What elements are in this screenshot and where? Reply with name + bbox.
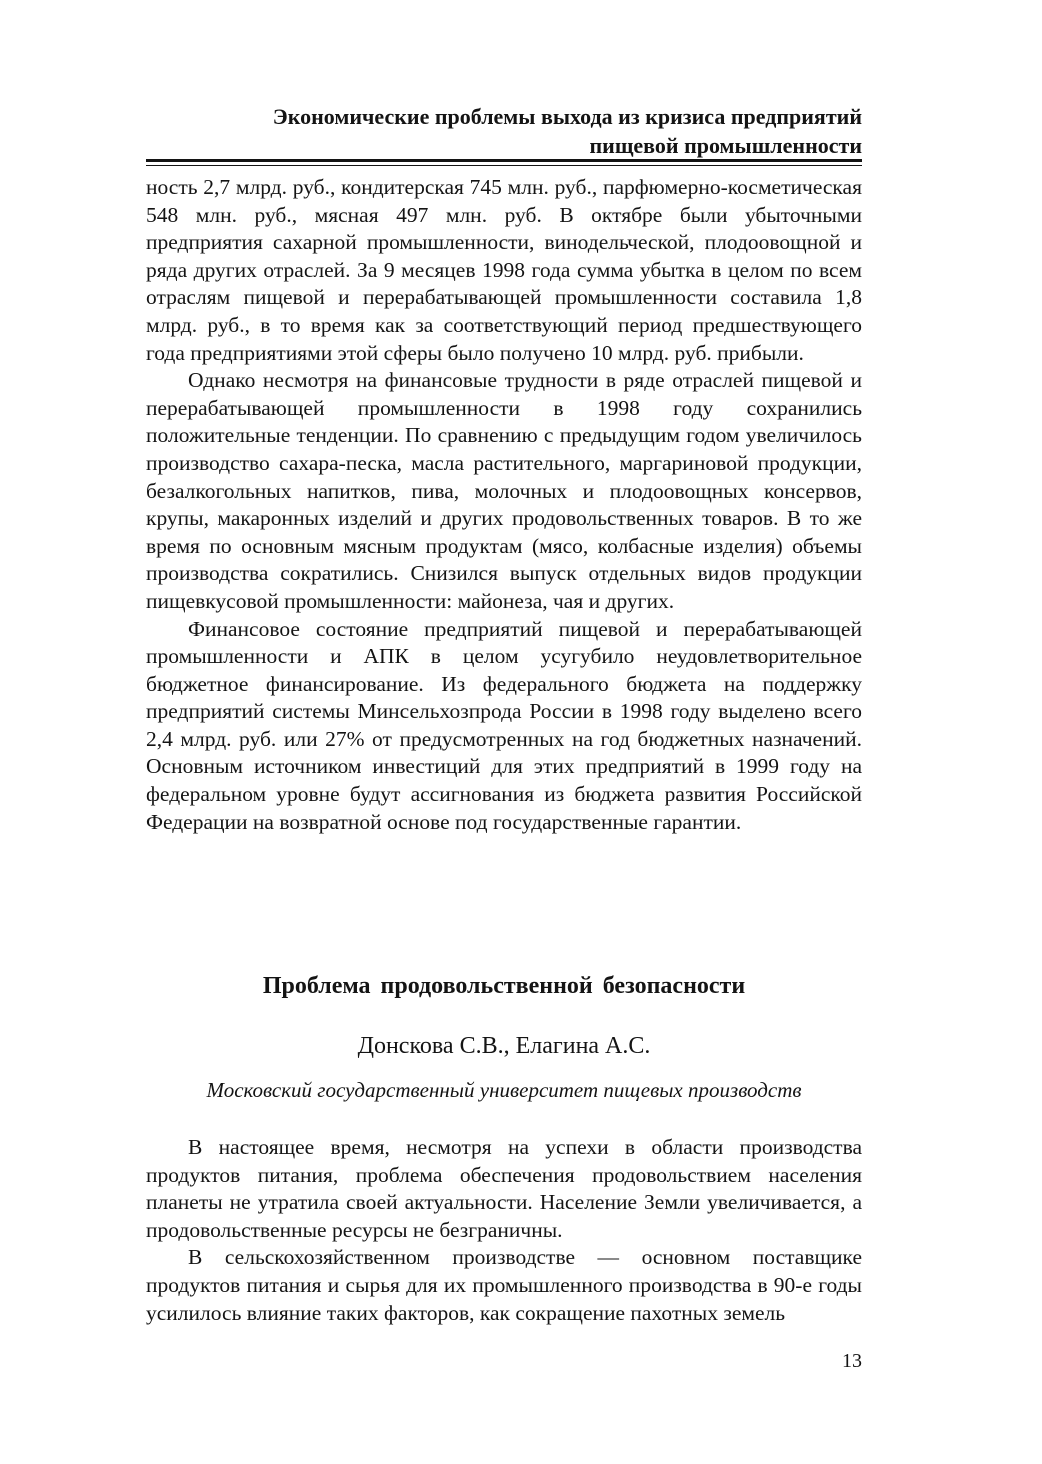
paragraph: Финансовое состояние предприятий пищевой и перерабатывающей промышленности и АПК в целом усугубило неудовлетворительное бюджетное финансирование. Из федерального бюджета на поддержку предприятий системы Минсельхозпрода России в 1998 году выделено всего 2,4 млрд. руб. или 27% от предусмотренных на год бюджетных назначений. Основным источником инвестиций для этих предприятий в 1999 году на федеральном уровне будут ассигнования из бюджета развития Российской Федерации на возвратной основе под государственные гарантии. xyxy=(146,616,862,834)
paragraph: В сельскохозяйственном производстве — основном поставщике продуктов питания и сырья для их промышленного производства в 90-е годы усилилось влияние таких факторов, как сокращение пахотных земель xyxy=(146,1245,862,1325)
continued-text xyxy=(146,174,862,836)
paragraph-continuation: ность 2,7 млрд. руб., кондитерская 745 млн. руб., парфюмерно-косметическая 548 млн. руб., мясная 497 млн. руб. В октябре были убыточными предприятия сахарной промышленности, винодельческой, плодоовощной и ряда других отраслей. За 9 месяцев 1998 года сумма убытка в целом по всем отраслям пищевой и перерабатывающей промышленности составила 1,8 млрд. руб., в то время как за соответствующий период предшествующего года предприятиями этой сферы было получено 10 млрд. руб. прибыли. xyxy=(146,175,862,365)
running-header-line-2: пищевой промышленности xyxy=(589,133,862,158)
article-affiliation: Московский государственный университет пищевых производств xyxy=(206,1078,802,1102)
running-header-line-1: Экономические проблемы выхода из кризиса предприятий xyxy=(272,104,862,129)
article-body xyxy=(146,1134,862,1327)
running-header xyxy=(146,102,862,160)
article-title: Проблема продовольственной безопасности xyxy=(262,973,746,999)
page-number: 13 xyxy=(842,1350,862,1372)
paragraph: В настоящее время, несмотря на успехи в области производства продуктов питания, проблема обеспечения продовольствием населения планеты не утратила своей актуальности. Население Земли увеличивается, а продовольственные ресурсы не безграничны. xyxy=(146,1135,862,1242)
article-authors: Донскова С.В., Елагина А.С. xyxy=(357,1033,651,1059)
paragraph: Однако несмотря на финансовые трудности в ряде отраслей пищевой и перерабатывающей промышленности в 1998 году сохранились положительные тенденции. По сравнению с предыдущим годом увеличилось производство сахара-песка, масла растительного, маргариновой продукции, безалкогольных напитков, пива, молочных и плодоовощных консервов, крупы, макаронных изделий и других продовольственных товаров. В то же время по основным мясным продуктам (мясо, колбасные изделия) объемы производства сократились. Снизился выпуск отдельных видов продукции пищевкусовой промышленности: майонеза, чая и других. xyxy=(146,368,862,613)
header-rule-thin xyxy=(146,165,862,166)
header-rule xyxy=(146,159,862,162)
